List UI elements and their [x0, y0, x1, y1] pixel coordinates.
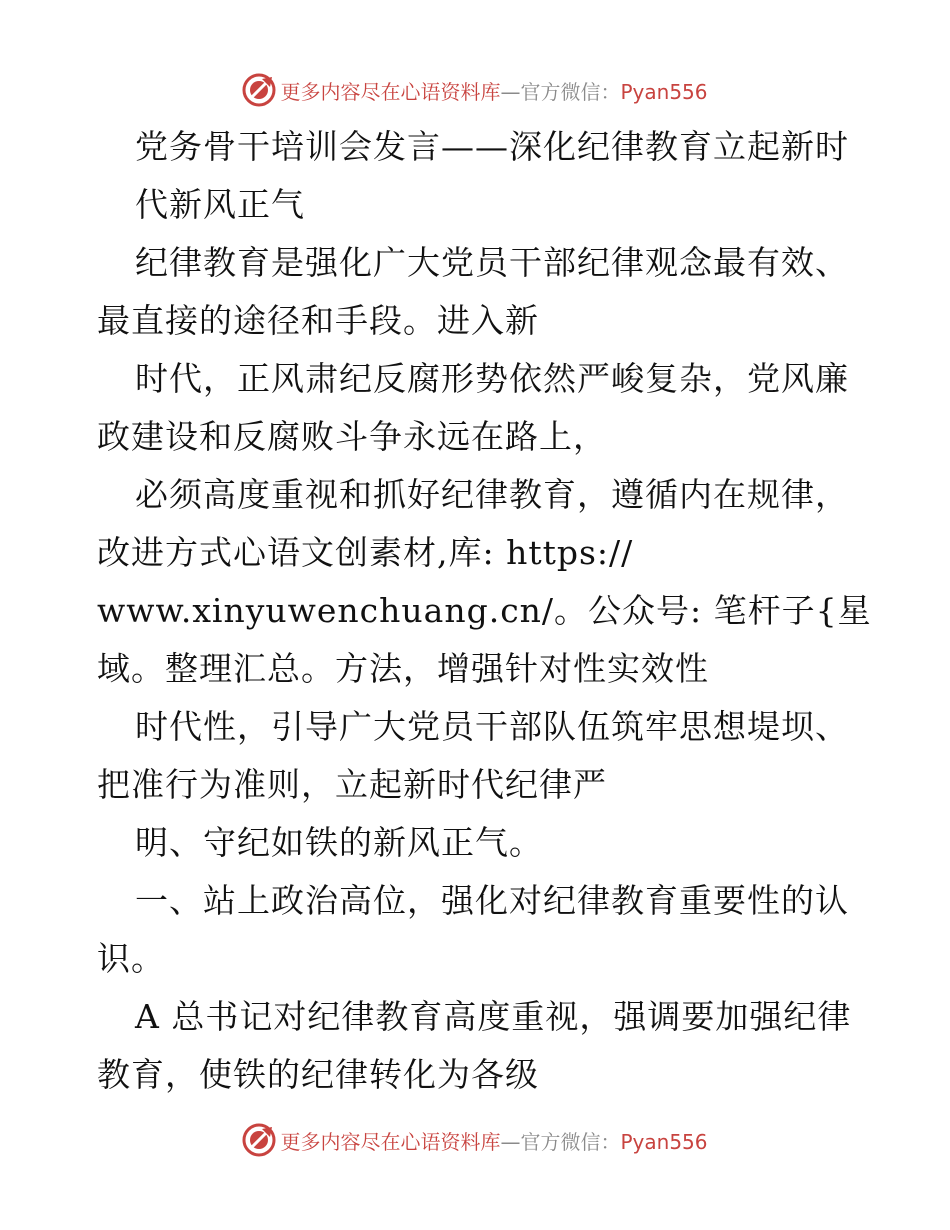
paragraph-line: A 总书记对纪律教育高度重视，强调要加强纪律: [135, 997, 852, 1036]
paragraph-line: www.xinyuwenchuang.cn/。公众号: 笔杆子{星: [97, 591, 872, 630]
banner-text: [280, 1126, 707, 1155]
paragraph-line: 政建设和反腐败斗争永远在路上，: [97, 417, 607, 456]
banner-wechat-id: Pyan556: [620, 79, 708, 104]
banner-library-name: 更多内容尽在心语资料库: [280, 79, 501, 104]
paragraph-line: 纪律教育是强化广大党员干部纪律观念最有效、: [135, 243, 849, 282]
header-banner: [0, 70, 950, 110]
document-title-line-2: 代新风正气: [135, 185, 305, 224]
paragraph-line: 改进方式心语文创素材,库: https://: [97, 533, 634, 572]
paragraph-line: 必须高度重视和抓好纪律教育，遵循内在规律，: [135, 475, 849, 514]
brand-logo-icon: [242, 73, 276, 107]
brand-logo-icon: [242, 1123, 276, 1157]
paragraph-line: 教育，使铁的纪律转化为各级: [97, 1055, 539, 1094]
footer-banner: [0, 1120, 950, 1160]
paragraph-line: 域。整理汇总。方法，增强针对性实效性: [97, 649, 709, 688]
banner-wechat-label: —官方微信：: [500, 79, 621, 104]
paragraph-line: 时代，正风肃纪反腐形势依然严峻复杂，党风廉: [135, 359, 849, 398]
banner-wechat-id: Pyan556: [620, 1129, 708, 1154]
section-heading-line-1: 一、站上政治高位，强化对纪律教育重要性的认: [135, 881, 849, 920]
section-heading-line-2: 识。: [97, 939, 165, 978]
paragraph-line: 最直接的途径和手段。进入新: [97, 301, 539, 340]
paragraph-line: 明、守纪如铁的新风正气。: [135, 823, 543, 862]
paragraph-line: 把准行为准则，立起新时代纪律严: [97, 765, 607, 804]
banner-wechat-label: —官方微信：: [500, 1129, 621, 1154]
document-title-line-1: 党务骨干培训会发言——深化纪律教育立起新时: [135, 127, 849, 166]
paragraph-line: 时代性，引导广大党员干部队伍筑牢思想堤坝、: [135, 707, 849, 746]
document-body: [97, 118, 872, 1104]
banner-text: [280, 76, 707, 105]
banner-library-name: 更多内容尽在心语资料库: [280, 1129, 501, 1154]
